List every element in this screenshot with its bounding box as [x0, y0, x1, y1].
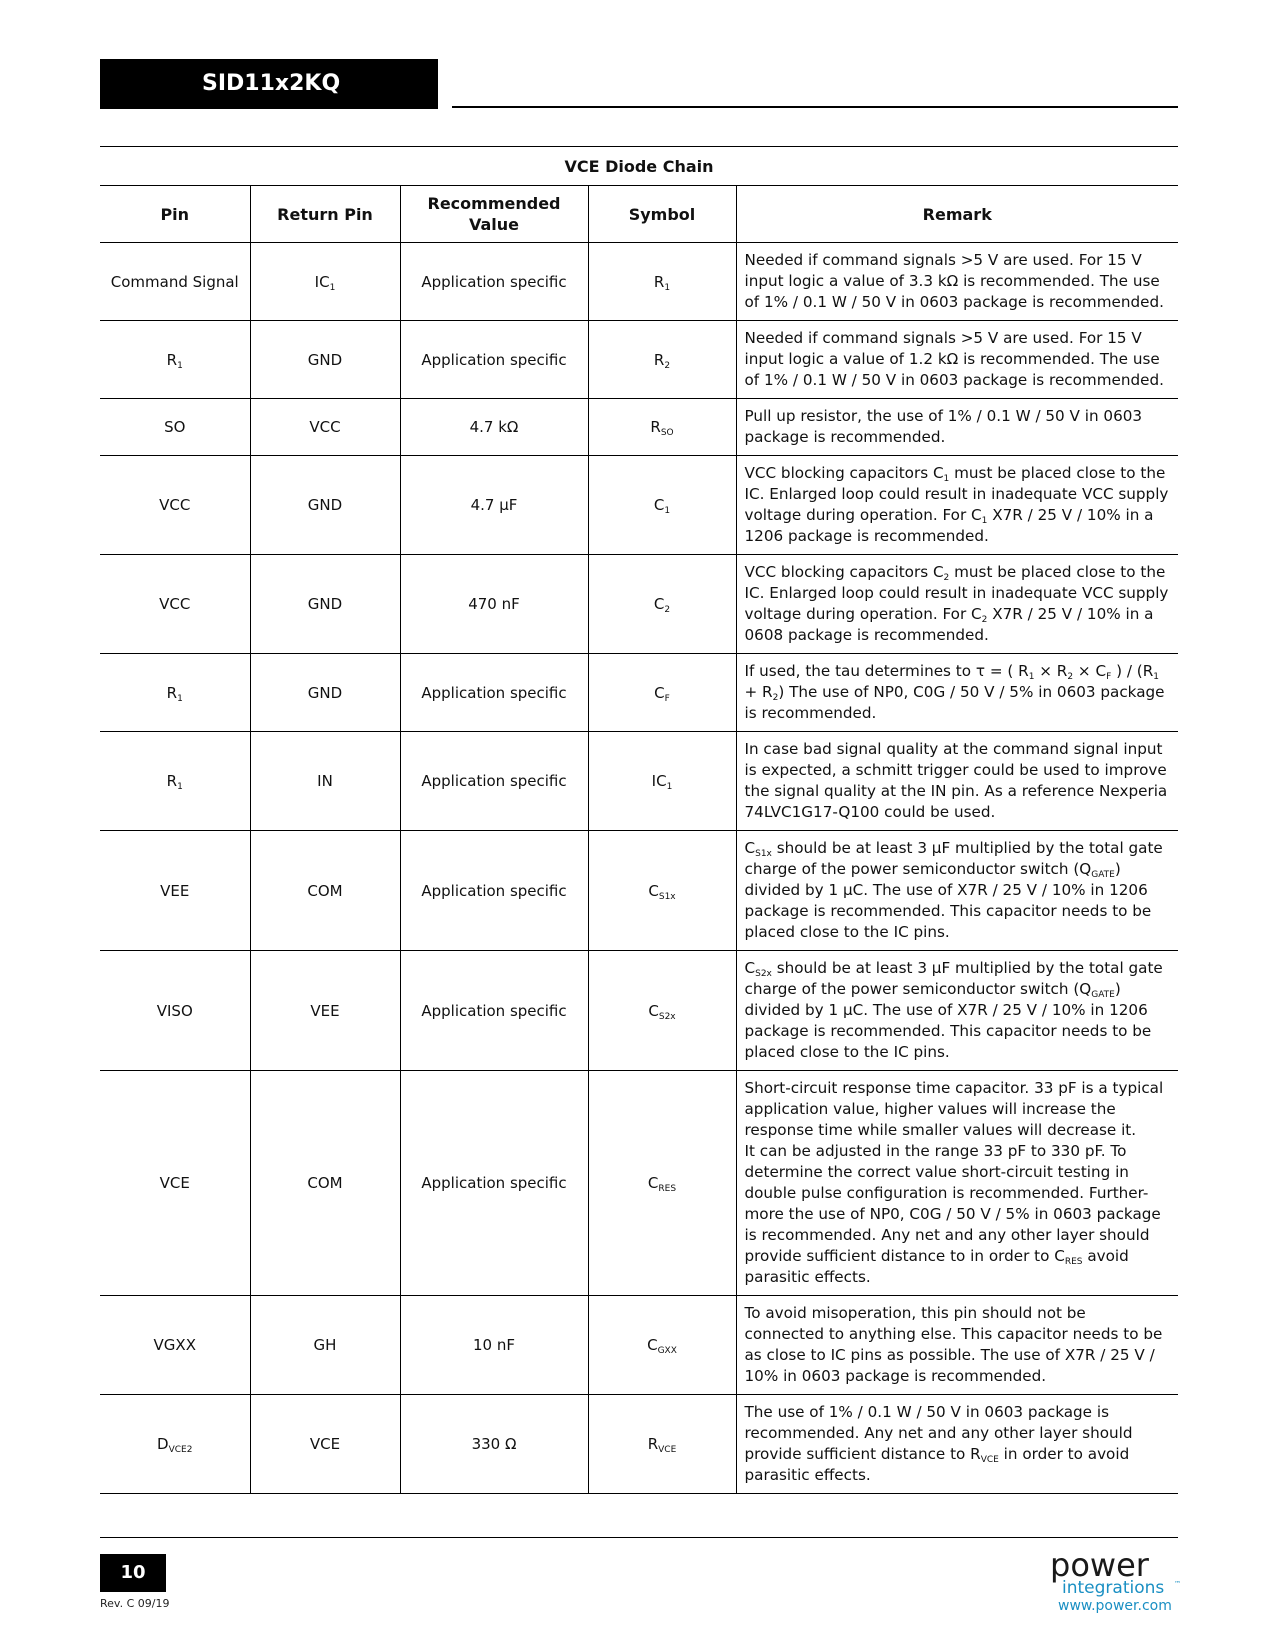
cell-symbol: $R_{SO}$: [588, 399, 736, 456]
table-header-row: [100, 186, 1178, 243]
document-title-banner: [100, 59, 438, 109]
cell-pin: VCE: [100, 1071, 250, 1296]
column-header-symbol: Symbol: [588, 186, 736, 243]
cell-symbol: $IC_1$: [588, 732, 736, 831]
cell-remark: In case bad signal quality at the command signal input is expected, a schmitt trigger could be used to improve the signal quality at the IN pin. As a reference Nexperia 74LVC1G17-Q100 could be used.: [736, 732, 1178, 831]
cell-value: Application specific: [400, 321, 588, 399]
cell-symbol: $C_F$: [588, 654, 736, 732]
cell-remark: The use of 1% / 0.1 W / 50 V in 0603 package is recommended. Any net and any other layer should provide sufficient distance to $R_{VCE}$ in order to avoid parasitic effects.: [736, 1395, 1178, 1494]
page-number: 10: [100, 1554, 166, 1592]
cell-symbol: $C_{RES}$: [588, 1071, 736, 1296]
footer-divider: [100, 1537, 1178, 1538]
cell-remark: Needed if command signals >5 V are used. For 15 V input logic a value of 3.3 kΩ is recommended. The use of 1% / 0.1 W / 50 V in 0603 package is recommended.: [736, 243, 1178, 321]
column-header-value-line2: Value: [468, 215, 520, 234]
power-integrations-logo: [1050, 1546, 1181, 1598]
table-row: [100, 1071, 1178, 1296]
cell-pin: $R_1$: [100, 654, 250, 732]
table-row: [100, 555, 1178, 654]
table-row: [100, 243, 1178, 321]
cell-symbol: $R_{VCE}$: [588, 1395, 736, 1494]
cell-value: Application specific: [400, 732, 588, 831]
table-row: [100, 1296, 1178, 1395]
cell-symbol: $R_1$: [588, 243, 736, 321]
cell-return-pin: VCE: [250, 1395, 400, 1494]
cell-remark: Pull up resistor, the use of 1% / 0.1 W / 50 V in 0603 package is recommended.: [736, 399, 1178, 456]
cell-symbol: $C_2$: [588, 555, 736, 654]
cell-value: 4.7 µF: [400, 456, 588, 555]
table-row: [100, 399, 1178, 456]
cell-pin: $R_1$: [100, 732, 250, 831]
cell-remark: VCC blocking capacitors $C_2$ must be placed close to the IC. Enlarged loop could result in inadequate VCC supply voltage during operation. For $C_2$ X7R / 25 V / 10% in a 0608 package is recommended.: [736, 555, 1178, 654]
cell-value: 10 nF: [400, 1296, 588, 1395]
cell-pin: $R_1$: [100, 321, 250, 399]
cell-symbol: $C_{S1x}$: [588, 831, 736, 951]
table-row: [100, 654, 1178, 732]
table-row: [100, 1395, 1178, 1494]
cell-return-pin: COM: [250, 831, 400, 951]
cell-value: Application specific: [400, 654, 588, 732]
table-row: [100, 456, 1178, 555]
cell-pin: VCC: [100, 555, 250, 654]
cell-pin: VCC: [100, 456, 250, 555]
revision-label: Rev. C 09/19: [100, 1597, 170, 1610]
cell-symbol: $C_{GXX}$: [588, 1296, 736, 1395]
table-row: [100, 732, 1178, 831]
table-row: [100, 321, 1178, 399]
cell-symbol: $C_1$: [588, 456, 736, 555]
vce-diode-chain-table: [100, 146, 1178, 1494]
cell-pin: VISO: [100, 951, 250, 1071]
cell-pin: $D_{VCE2}$: [100, 1395, 250, 1494]
logo-trademark: ™: [1174, 1580, 1181, 1588]
cell-value: Application specific: [400, 951, 588, 1071]
logo-word-power: power: [1050, 1546, 1149, 1584]
column-header-remark: Remark: [736, 186, 1178, 243]
cell-return-pin: GND: [250, 321, 400, 399]
cell-remark: $C_{S2x}$ should be at least 3 µF multiplied by the total gate charge of the power semiconductor switch $(Q_{GATE})$ divided by 1 µC. The use of X7R / 25 V / 10% in 1206 package is recommended. This capacitor needs to be placed close to the IC pins.: [736, 951, 1178, 1071]
cell-return-pin: GND: [250, 555, 400, 654]
cell-value: 4.7 kΩ: [400, 399, 588, 456]
cell-return-pin: GND: [250, 654, 400, 732]
cell-value: Application specific: [400, 831, 588, 951]
column-header-return-pin: Return Pin: [250, 186, 400, 243]
table-caption: VCE Diode Chain: [100, 147, 1178, 186]
cell-pin: SO: [100, 399, 250, 456]
cell-remark: Short-circuit response time capacitor. 33 pF is a typical application value, higher values will increase the response time while smaller values will decrease it. It can be adjusted in the range 33 pF to 330 pF. To determine the correct value short-circuit testing in double pulse configuration is recommended. Further-more the use of NP0, C0G / 50 V / 5% in 0603 package is recommended. Any net and any other layer should provide sufficient distance to in order to $C_{RES}$ avoid parasitic effects.: [736, 1071, 1178, 1296]
cell-value: Application specific: [400, 243, 588, 321]
cell-pin: VGXX: [100, 1296, 250, 1395]
header-divider: [452, 106, 1178, 108]
cell-symbol: $R_2$: [588, 321, 736, 399]
cell-return-pin: IN: [250, 732, 400, 831]
cell-return-pin: GND: [250, 456, 400, 555]
column-header-value-line1: Recommended: [427, 194, 561, 213]
cell-value: 470 nF: [400, 555, 588, 654]
document-title: SID11x2KQ: [202, 71, 341, 96]
cell-value: 330 Ω: [400, 1395, 588, 1494]
table-row: [100, 951, 1178, 1071]
cell-return-pin: VEE: [250, 951, 400, 1071]
cell-return-pin: VCC: [250, 399, 400, 456]
logo-word-integrations: integrations: [1062, 1578, 1165, 1598]
column-header-pin: Pin: [100, 186, 250, 243]
cell-remark: $C_{S1x}$ should be at least 3 µF multiplied by the total gate charge of the power semiconductor switch $(Q_{GATE})$ divided by 1 µC. The use of X7R / 25 V / 10% in 1206 package is recommended. This capacitor needs to be placed close to the IC pins.: [736, 831, 1178, 951]
cell-symbol: $C_{S2x}$: [588, 951, 736, 1071]
cell-remark: If used, the tau determines to τ = ( $R_1 \times R_2 \times C_F$ ) / $(R_1 + R_2)$ The use of NP0, C0G / 50 V / 5% in 0603 package is recommended.: [736, 654, 1178, 732]
cell-pin: Command Signal: [100, 243, 250, 321]
cell-remark: VCC blocking capacitors $C_1$ must be placed close to the IC. Enlarged loop could result in inadequate VCC supply voltage during operation. For $C_1$ X7R / 25 V / 10% in a 1206 package is recommended.: [736, 456, 1178, 555]
column-header-recommended-value: [400, 186, 588, 243]
cell-remark: Needed if command signals >5 V are used. For 15 V input logic a value of 1.2 kΩ is recommended. The use of 1% / 0.1 W / 50 V in 0603 package is recommended.: [736, 321, 1178, 399]
cell-return-pin: GH: [250, 1296, 400, 1395]
cell-pin: VEE: [100, 831, 250, 951]
cell-return-pin: $IC_1$: [250, 243, 400, 321]
table-row: [100, 831, 1178, 951]
website-link[interactable]: www.power.com: [1058, 1598, 1172, 1614]
cell-value: Application specific: [400, 1071, 588, 1296]
cell-remark: To avoid misoperation, this pin should not be connected to anything else. This capacitor needs to be as close to IC pins as possible. The use of X7R / 25 V / 10% in 0603 package is recommended.: [736, 1296, 1178, 1395]
cell-return-pin: COM: [250, 1071, 400, 1296]
